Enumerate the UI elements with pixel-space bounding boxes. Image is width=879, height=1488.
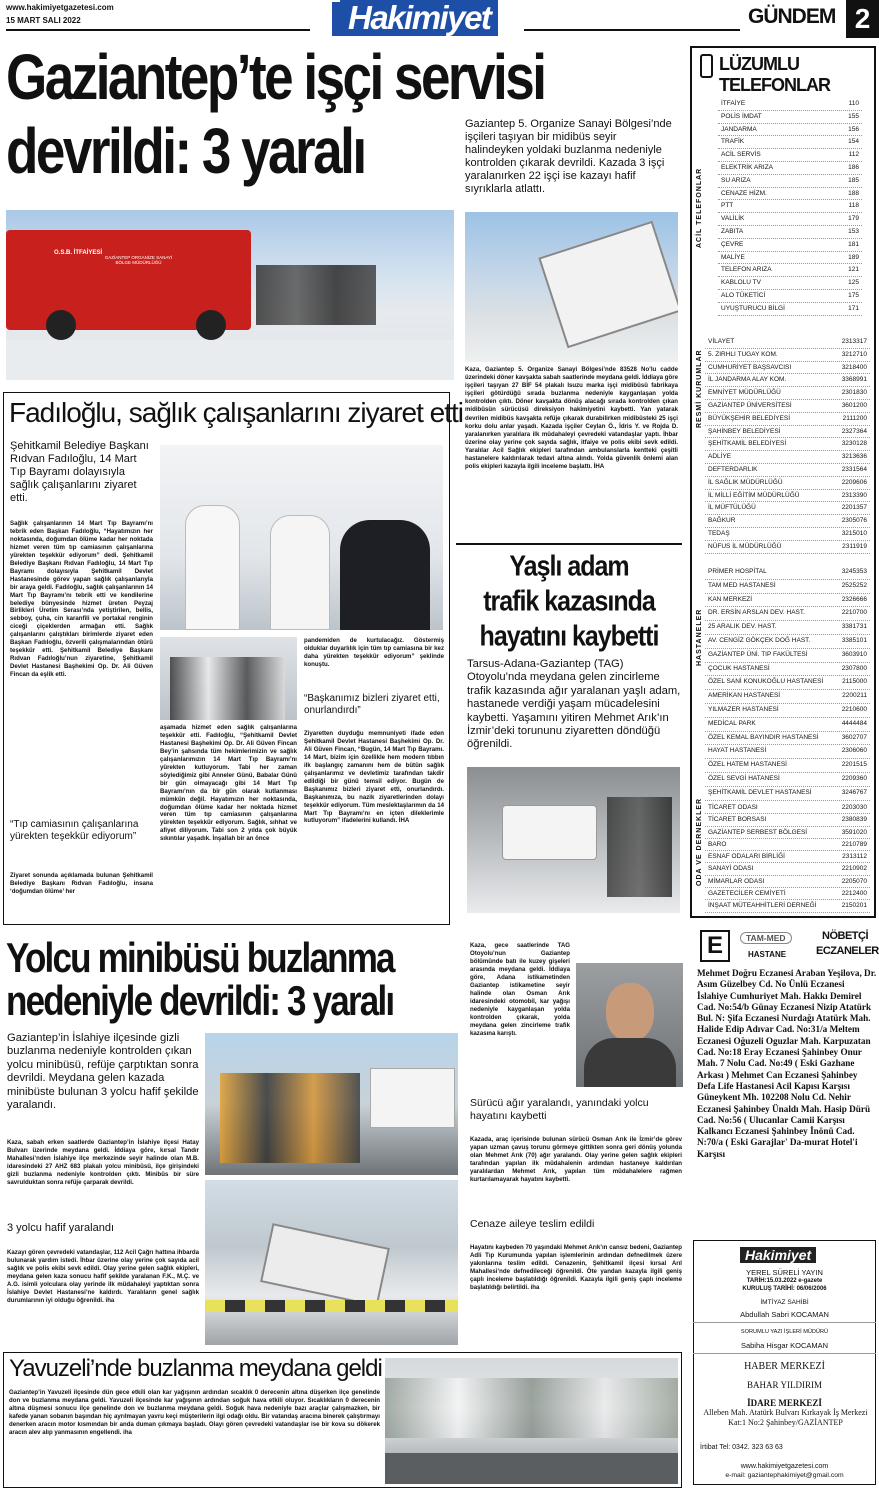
a3-portrait-photo[interactable] — [576, 963, 683, 1087]
phone-name: 25 ARALIK DEV. HAST. — [708, 623, 777, 631]
phone-name: ÖZEL SANİ KONUKOĞLU HASTANESİ — [708, 678, 824, 686]
a2-col2-text: aşamada hizmet eden sağlık çalışanlarına teşekkür etti. Fadıloğlu, “Şehitkamil Devlet Hastanesi Başhekimi Op. Dr. Ali Güven Fincan Bey’in şahsında tüm hekimlerimizin ve sağlık çalışanlarımızın 14 Mart Tıp Bayramı’nı yürekten kutluyorum. Tabi her zaman söylediğimiz gibi Anneler Günü, Babalar Günü bir gün olmayacağı gibi 14 Mart Tıp Bayramı’nın da bir gün olarak kutlanması mümkün değil. Hayatımızın her noktasında, doğumdan ölüme kadar her noktada hizmet veren tüm tıp camiasının çalışanlarına yürekten teşekkür ediyorum. Sağlık, sıhhat ve afiyet diliyorum. Tabi son 2 yılda çok büyük sıkıntılar yaşadık. İnşallah bir an önce — [160, 724, 297, 843]
oda-phone-row — [705, 863, 870, 875]
acil-phone-row — [718, 200, 862, 213]
phone-name: KABLOLU TV — [721, 279, 761, 287]
phone-number[interactable]: 2210789 — [841, 840, 867, 848]
phone-number[interactable]: 2209606 — [841, 478, 867, 486]
acil-phone-row — [718, 124, 862, 137]
phone-number[interactable]: 2306060 — [841, 747, 867, 755]
owner-label: İMTİYAZ SAHİBİ — [760, 1299, 809, 1306]
phone-name: POLİS İMDAT — [721, 112, 762, 120]
phone-number[interactable]: 2326666 — [841, 595, 867, 603]
resmi-phone-row — [705, 374, 870, 387]
a2-title: Fadıloğlu, sağlık çalışanlarını ziyaret etti — [9, 397, 464, 428]
phone-name: İNŞAAT MÜTEAHHİTLERİ DERNEĞİ — [708, 902, 817, 910]
masthead — [0, 0, 879, 40]
a3-title-line1: Yaşlı adam — [509, 550, 629, 583]
pharmacy-title2: ECZANELER — [816, 945, 879, 957]
phone-number[interactable]: 118 — [848, 202, 859, 210]
phone-number[interactable]: 2115000 — [842, 678, 867, 686]
phone-name: CENAZE HİZM. — [721, 189, 767, 197]
doctor-figure — [185, 505, 240, 630]
phone-number[interactable]: 3591020 — [841, 828, 867, 836]
pharmacy-header — [696, 928, 879, 966]
acil-phone-row — [718, 277, 862, 290]
office-phone[interactable]: İrtibat Tel: 0342. 323 63 63 — [700, 1444, 783, 1451]
a1-lead: Gaziantep 5. Organize Sanayi Bölgesi’nde işçileri taşıyan bir midibüs seyir halindeyken yoldaki buzlanma nedeniyle kontrolden çıkarak devrildi. Kazada 3 işçi yaralanırken 22 işçi ise kazayı hafif sıyrıklarla atlattı. — [465, 118, 672, 195]
imprint-type: YEREL SÜRELİ YAYIN — [746, 1268, 823, 1277]
a3-title-line2: trafik kazasında — [483, 585, 655, 618]
phone-name: İL MÜFTÜLÜĞÜ — [708, 504, 756, 512]
hast-phone-row — [705, 773, 870, 787]
phone-number[interactable]: 3230128 — [841, 440, 867, 448]
phone-name: ACİL SERVİS — [721, 151, 761, 159]
resmi-phone-row — [705, 413, 870, 426]
phone-number[interactable]: 188 — [848, 189, 859, 197]
a4-lead: Gaziantep’in İslahiye ilçesinde gizli buzlanma nedeniyle kontrolden çıkan yolcu minibüsü, refüje çarptıktan sonra devrildi. Meydana gelen kazada minibüste bulunan 3 yolcu hafif şekilde yaralandı. — [7, 1032, 199, 1112]
a4-sub: 3 yolcu hafif yaralandı — [7, 1222, 115, 1234]
crowd-image — [256, 265, 376, 325]
phone-name: ADLİYE — [708, 453, 732, 461]
acil-phone-row — [718, 111, 862, 124]
a4-title-line2: nedeniyle devrildi: 3 yaralı — [6, 977, 394, 1025]
acil-phone-row — [718, 226, 862, 239]
resmi-phone-row — [705, 451, 870, 464]
phone-name: ŞEHİTKAMİL DEVLET HASTANESİ — [708, 788, 812, 796]
phone-number[interactable]: 2311919 — [842, 542, 867, 550]
a4-ambulance-photo[interactable] — [205, 1033, 458, 1175]
phone-number[interactable]: 2201357 — [841, 504, 867, 512]
imprint-logo: Hakimiyet — [740, 1247, 816, 1263]
phone-number[interactable]: 2313317 — [841, 338, 867, 345]
a2-main-photo[interactable] — [160, 445, 443, 630]
phone-name: KAN MERKEZİ — [708, 595, 753, 603]
phone-name: ALO TÜKETİCİ — [721, 291, 766, 299]
hast-phone-row — [705, 718, 870, 732]
hast-phone-row — [705, 635, 870, 649]
mayor-figure — [340, 520, 430, 630]
a5-snow-photo[interactable] — [385, 1358, 678, 1484]
acil-phone-row — [718, 290, 862, 303]
official-figure — [270, 515, 330, 630]
phone-name: ÖZEL KEMAL BAYINDIR HASTANESİ — [708, 733, 819, 741]
a3-body2: Kazada, araç içerisinde bulunan sürücü Osman Arık ile İzmir’de görev yapan uzman çavuş torunu görmeye gittikten sonra geri dönüş yolunda olan Mehmet Arık (70) ağır yaralandı. Olay yerine gelen sağlık ekipleri tarafından yapılan ilk müdahalenin ardından hastaneye kaldırılan yaralılardan Mehmet Arık, yapılan tüm müdahalelere rağmen kurtarılamayarak hayatını kaybetti. — [470, 1136, 682, 1183]
hast-phone-row — [705, 787, 870, 801]
a1-main-photo[interactable] — [6, 210, 454, 380]
overturned-minibus-image — [260, 1223, 390, 1307]
a3-body3: Hayatını kaybeden 70 yaşındaki Mehmet Arık’ın cansız bedeni, Gaziantep Adli Tıp Kurumunda yapılan işlemlerinin ardından defnedilmek üzere yakınlarına teslim edildi. Cenazenin, Şehitkamil ilçesi kırsal Arıl Mahallesi’nde defnedileceği öğrenildi. Öte yandan kazayla ilgili geniş çaplı inceleme başlatıldığı öğrenildi. Kazayla ilgili geniş çaplı inceleme başlatıldığı belirtildi. iha — [470, 1244, 682, 1291]
a2-col1-text: Sağlık çalışanlarının 14 Mart Tıp Bayramı’nı tebrik eden Başkan Fadıloğlu, “Hayatımızın her noktasında, doğumdan ölüme kadar her noktada hizmet veren tüm tıp camiasının çalışanlarına yürekten teşekkür ediyorum” dedi. Şehitkamil Belediye Başkanı Rıdvan Fadıloğlu, 14 Mart Tıp Bayramı dolayısıyla Şehitkamil Devlet Hastanesinde görev yapan sağlık çalışanlarıyla bir araya geldi. Fadıloğlu, sağlık çalışanlarının 14 Mart Tıp Bayramı’nı tebrik etti ve kendilerine belediye bünyesinde hizmet üreten Peyzaj Birlikleri Üretim Serası’nda yetiştirilen, bellis, sebboy, çuha, cin karanfili ve portakal renginin ciceği çiçeklerden armağan etti. Sağlık çalışanlarını çalıştıkları birimlerde ziyaret eden Başkan Fadıloğlu, özverili çalışmalarından ötürü teşekkür etti. Şehitkamil Belediye Başkanı Rıdvan Fadıloğlu’nun ziyaretine, Şehitkamil Devlet Hastanesi Başhekimi Op. Dr. Ali Güven Fincan da eşlik etti. — [10, 520, 153, 679]
phone-name: HAYAT HASTANESİ — [708, 747, 767, 755]
phone-number[interactable]: 156 — [848, 125, 859, 133]
phone-number[interactable]: 121 — [848, 266, 859, 274]
people-image — [607, 797, 672, 897]
resmi-list — [705, 336, 870, 554]
phone-number[interactable]: 112 — [848, 151, 859, 159]
a1-headline — [6, 42, 676, 114]
editor-name: Sabiha Hisgar KOCAMAN — [693, 1341, 876, 1354]
oda-phone-row — [705, 827, 870, 839]
phone-number[interactable]: 2111200 — [842, 414, 867, 422]
phone-number[interactable]: 2201515 — [841, 761, 867, 769]
a3-ambulance-photo[interactable] — [467, 767, 680, 913]
phone-number[interactable]: 185 — [848, 176, 859, 184]
funeral-vehicle-image — [502, 805, 597, 860]
phone-number[interactable]: 2150201 — [841, 902, 867, 910]
a2-lead: Şehitkamil Belediye Başkanı Rıdvan Fadıloğlu, 14 Mart Tıp Bayramı dolayısıyla sağlık çalışanlarını ziyaret etti. — [10, 440, 149, 504]
phone-number[interactable]: 3215010 — [841, 529, 867, 537]
acil-label: ACİL TELEFONLAR — [696, 167, 703, 248]
phone-name: DR. ERSİN ARSLAN DEV. HAST. — [708, 609, 805, 617]
a3-sub1: Sürücü ağır yaralandı, yanındaki yolcu hayatını kaybetti — [470, 1097, 649, 1122]
phone-number[interactable]: 171 — [848, 304, 859, 312]
phone-name: MEDİCAL PARK — [708, 719, 756, 727]
phone-name: TEDAŞ — [708, 529, 730, 537]
phone-number[interactable]: 3213636 — [841, 453, 867, 461]
hast-phone-row — [705, 732, 870, 746]
truck-label-2: GAZİANTEP ORGANİZE SANAYİ BÖLGE MÜDÜRLÜĞÜ — [104, 255, 173, 265]
hast-phone-row — [705, 676, 870, 690]
phone-number[interactable]: 2203030 — [841, 804, 867, 811]
hast-phone-row — [705, 704, 870, 718]
phone-number[interactable]: 2210902 — [841, 865, 867, 873]
phone-name: GAZİANTEP ÜNİVERSİTESİ — [708, 401, 792, 409]
a3-title-line3: hayatını kaybetti — [479, 620, 659, 653]
phone-name: ELEKTRİK ARIZA — [721, 163, 774, 171]
phone-name: İTFAİYE — [721, 100, 746, 107]
website-link[interactable]: www.hakimiyetgazetesi.com — [740, 1463, 829, 1470]
phone-name: TAM MED HASTANESİ — [708, 581, 776, 589]
header-rule — [6, 29, 310, 31]
a4-body1: Kaza, sabah erken saatlerde Gaziantep’in İslahiye ilçesi Hatay Bulvarı üzerinde meydana geldi. İddiaya göre, kırsal Tandır Mahallesi’nden İslahiye ilçe merkezinde seyir halinde olan M.B. idaresindeki 27 AHZ 683 plakalı yolcu minibüsü, ilçe girişindeki gizli buzlanma nedeniyle kontrolden çıktı. Minibüs bir süre savrulduktan sonra refüje çarparak devrildi. — [7, 1139, 199, 1186]
hast-phone-row — [705, 690, 870, 704]
phone-number[interactable]: 3218400 — [841, 363, 867, 371]
phone-name: VALİLİK — [721, 215, 745, 223]
phone-name: AV. CENGİZ GÖKÇEK DOĞ HAST. — [708, 636, 811, 644]
office-label: İDARE MERKEZİ — [747, 1398, 822, 1408]
resmi-phone-row — [705, 336, 870, 349]
acil-phone-row — [718, 98, 862, 111]
phone-name: ÖZEL SEVGİ HATANESİ — [708, 774, 780, 782]
phone-number[interactable]: 186 — [848, 163, 859, 171]
a5-title: Yavuzeli’nde buzlanma meydana geldi — [9, 1355, 382, 1382]
phone-number[interactable]: 2301830 — [841, 389, 867, 397]
oda-phone-row — [705, 851, 870, 863]
phone-number[interactable]: 3602707 — [841, 733, 867, 741]
phone-name: EMNİYET MÜDÜRLÜĞÜ — [708, 389, 781, 397]
phone-number[interactable]: 3603910 — [841, 650, 867, 658]
phone-number[interactable]: 2209360 — [841, 774, 867, 782]
acil-phone-row — [718, 252, 862, 265]
a1-title-line1: Gaziantep’te işçi servisi — [6, 42, 545, 114]
phone-name: VİLAYET — [708, 338, 735, 345]
phone-number[interactable]: 154 — [848, 138, 859, 146]
pharmacy-list: Mehmet Doğru Eczanesi Araban Yeşilova, Dr. Asım Güzelbey Cd. No Ünlü Eczanesi İslahiye Cumhuriyet Mah. Hakkı Demirel Cad. No:54/b Günay Eczanesi Nizip Atatürk Bul. N: Şifa Eczanesi Nurdağı Atatürk Mah. Halide Edip Adıvar Cad. No:31/a Meltem Eczanesi Oğuzeli Oguzlar Mah. Karpuzatan Cad. No:18 Eray Eczanesi Şahinbey Onur Mah. 7 Nolu Cad. No:49 ( Eski Gazhane Arkası ) Mehmet Can Eczanesi Şahinbey Defa Life Hastanesi Acil Kapısı Karşısı Güneykent Mh. 102208 Nolu Cd. Nehir Eczanesi Şahinbey Ünaldı Mah. Hasip Dürü Cad. No:56 ( Ulucanlar Camii Karşısı Kalkancı Eczanesi Şahinbey İnönü Cad. N:70/a ( Eski Garajlar' Da-murat Hotel'i Karşısı — [697, 968, 877, 1159]
hast-phone-row — [705, 594, 870, 608]
a2-quote1: “Tıp camiasının çalışanlarına yürekten teşekkür ediyorum” — [10, 819, 139, 842]
email-link[interactable]: e-mail: gaziantephakimiyet@gmail.com — [725, 1472, 844, 1479]
a5-body: Gaziantep’in Yavuzeli ilçesinde dün gece etkili olan kar yağışının ardından sıcaklık 0 derecenin altına düşerken ilçe genelinde don ve buzlanma meydana geldi. Yavuzeli ilçesinde kar yağışının ardından soğuk hava etkili oluyor. Sıcaklıkların 0 derecenin altına düşmesi sonucu ilçe genelinde don ve buzlanma meydana geldi. Soğuk hava nedeniyle bazı araçlar çalışmazken, bir kafede yanan sobanın başından hiç ayrılmayan yavru keçi müşterilerin ilgi odağı oldu. Bir vatandaş aracına binerek çalıştırmayı denerken aracın motor kısmından bir anda duman çıkmaya başladı. Olayı gören çevredeki vatandaşlar ise bir kova su dökerek aracın alev alıp yanmasının engellendi. iha — [9, 1389, 380, 1437]
resmi-phone-row — [705, 477, 870, 490]
resmi-label: RESMİ KURUMLAR — [696, 349, 703, 428]
a2-small-photo[interactable] — [160, 637, 297, 720]
a4-title-line1: Yolcu minibüsü buzlanma — [6, 934, 394, 982]
phone-number[interactable]: 3381731 — [841, 623, 867, 631]
oda-phone-row — [705, 802, 870, 814]
oda-phone-row — [705, 839, 870, 851]
phone-name: NÜFUS İL MÜDÜRLÜĞÜ — [708, 542, 782, 550]
header-rule-right — [524, 29, 740, 31]
news-label: HABER MERKEZİ — [744, 1361, 825, 1372]
a3-lead: Tarsus-Adana-Gaziantep (TAG) Otoyolu’nda meydana gelen zincirleme trafik kazasında ağır yaralanan yaşlı adam, hastanede verdiği yaşam mücadelesini kaybetti. Yaşamını yitiren Mehmet Arık’ın İzmir’deki torununu ziyaretten döndüğü öğrenildi. — [467, 658, 681, 751]
paramedics-image — [220, 1073, 360, 1163]
phone-number[interactable]: 2327364 — [841, 427, 867, 435]
phone-name: JANDARMA — [721, 125, 757, 133]
phone-number[interactable]: 2210600 — [841, 705, 867, 713]
phone-name: ŞEHİTKAMİL BELEDİYESİ — [708, 440, 787, 448]
resmi-phone-row — [705, 515, 870, 528]
resmi-phone-row — [705, 541, 870, 554]
curb-image — [205, 1300, 458, 1312]
resmi-phone-row — [705, 387, 870, 400]
snowy-trees-image — [385, 1378, 678, 1438]
hast-phone-row — [705, 649, 870, 663]
phone-number[interactable]: 3212710 — [841, 350, 867, 358]
oda-phone-row — [705, 876, 870, 888]
page-number: 2 — [846, 0, 879, 38]
pharmacy-e-icon: E — [700, 930, 730, 962]
hast-phone-row — [705, 580, 870, 594]
phone-name: İL MİLLİ EĞİTİM MÜDÜRLÜĞÜ — [708, 491, 800, 499]
phone-name: ZABITA — [721, 227, 744, 235]
phone-name: AMERİKAN HASTANESİ — [708, 692, 781, 700]
a4-minibus-photo[interactable] — [205, 1180, 458, 1345]
acil-phone-row — [718, 303, 862, 316]
ambulance-image — [370, 1068, 455, 1128]
phone-name: GAZETECİLER CEMİYETİ — [708, 890, 786, 898]
phone-name: SU ARIZA — [721, 176, 751, 184]
section-name: GÜNDEM — [748, 5, 836, 28]
phone-name: 5. ZIRHLI TUGAY KOM. — [708, 350, 778, 358]
a3-body1: Kaza, gece saatlerinde TAG Otoyolu’nun Gaziantep bölümünde batı ile kuzey gişeleri arasında meydana geldi. İddiaya göre, Adana istikametinden Gaziantep istikametine seyir halinde olan Osman Arık idaresindeki otomobil, kar yağışı nedeniyle kayganlaşan yolda kontrolden çıkarak, yolda meydana gelen zincirleme trafik kazasına karıştı. — [470, 942, 570, 1037]
acil-phone-row — [718, 213, 862, 226]
jacket-image — [584, 1038, 676, 1087]
hast-phone-row — [705, 663, 870, 677]
resmi-phone-row — [705, 400, 870, 413]
acil-phone-row — [718, 188, 862, 201]
acil-phone-row — [718, 239, 862, 252]
phone-name: TİCARET BORSASI — [708, 816, 767, 824]
resmi-phone-row — [705, 349, 870, 362]
phone-number[interactable]: 2525252 — [841, 581, 867, 589]
phone-name: ÖZEL HATEM HASTANESİ — [708, 761, 787, 769]
hast-phone-row — [705, 566, 870, 580]
pharmacy-brand: TAM-MED — [740, 932, 792, 944]
oda-phone-row — [705, 888, 870, 900]
phone-number[interactable]: 3246767 — [841, 788, 867, 796]
resmi-phone-row — [705, 490, 870, 503]
a4-body2: Kazayı gören çevredeki vatandaşlar, 112 Acil Çağrı hattına ihbarda bulunarak yardım istedi. İhbar üzerine olay yerine çok sayıda acil sağlık ve polis ekibi sevk edildi. Olay yerine gelen sağlık ekipleri, meydana gelen kaza sonucu hafif şekilde yaralanan F.K., M.Ç. ve A.G. isimli yolculara olay yerinde ilk müdahaleyi yaptıktan sonra İslahiye Devlet Hastanesi’ne kaldırdı. Yaralıların genel sağlık durumlarının iyi olduğu öğrenildi. iha — [7, 1249, 199, 1304]
phone-icon — [700, 54, 713, 78]
imprint-date1: TARİH:15.03.2022 e-gazete — [746, 1278, 823, 1284]
issue-date: 15 MART SALI 2022 — [6, 16, 81, 25]
phone-number[interactable]: 153 — [848, 227, 859, 235]
acil-list — [718, 98, 862, 316]
phone-number[interactable]: 2210700 — [841, 609, 867, 617]
phone-name: MİMARLAR ODASI — [708, 877, 765, 885]
pharmacy-brand-sub: HASTANE — [748, 950, 787, 959]
phone-number[interactable]: 3368991 — [841, 376, 867, 384]
overturned-bus-image — [538, 221, 678, 348]
website-url[interactable]: www.hakimiyetgazetesi.com — [6, 3, 114, 12]
a1-bus-photo[interactable] — [465, 212, 678, 362]
acil-phone-row — [718, 175, 862, 188]
phone-number[interactable]: 2313112 — [842, 853, 867, 861]
editor-label: SORUMLU YAZI İŞLERİ MÜDÜRÜ — [740, 1329, 829, 1335]
phone-name: MALİYE — [721, 253, 745, 261]
resmi-phone-row — [705, 528, 870, 541]
phone-name: GAZİANTEP ÜNİ. TIP FAKÜLTESİ — [708, 650, 808, 658]
phone-name: PTT — [721, 202, 734, 210]
resmi-phone-row — [705, 464, 870, 477]
phone-number[interactable]: 2331564 — [841, 465, 867, 473]
a3-top-rule — [456, 543, 682, 545]
face-image — [606, 983, 654, 1041]
office-address: Alleben Mah. Atatürk Bulvarı Kırkayak İş Merkezi Kat:1 No:2 Şahinbey/GAZİANTEP — [703, 1408, 868, 1427]
resmi-phone-row — [705, 438, 870, 451]
phone-number[interactable]: 181 — [848, 240, 859, 248]
owner-name: Abdullah Sabri KOCAMAN — [693, 1310, 876, 1323]
phone-name: GAZİANTEP SERBEST BÖLGESİ — [708, 828, 808, 836]
phone-name: PRİMER HOSPİTAL — [708, 568, 767, 575]
a2-quote2: “Başkanımız bizleri ziyaret etti, onurlandırdı” — [304, 693, 440, 716]
phone-name: UYUŞTURUCU BİLGİ — [721, 304, 785, 312]
people-image — [170, 657, 285, 720]
hast-phone-row — [705, 745, 870, 759]
phone-name: DEFTERDARLIK — [708, 465, 758, 473]
newspaper-logo[interactable]: Hakimiyet — [340, 0, 498, 36]
acil-phone-row — [718, 136, 862, 149]
phone-name: CUMHURİYET BAŞSAVCISI — [708, 363, 792, 371]
truck-wheel-1 — [46, 310, 76, 340]
phone-name: TELEFON ARIZA — [721, 266, 772, 274]
acil-phone-row — [718, 149, 862, 162]
phone-number[interactable]: 179 — [848, 215, 859, 223]
acil-phone-row — [718, 264, 862, 277]
phone-name: TRAFİK — [721, 138, 745, 146]
acil-phone-row — [718, 162, 862, 175]
phone-number[interactable]: 110 — [848, 100, 859, 107]
truck-wheel-2 — [196, 310, 226, 340]
oda-phone-row — [705, 900, 870, 912]
a2-col3a-text: pandemiden de kurtulacağız. Göstermiş olduklar duyarlılık için tüm tıp camiasına bir kez daha yürekten teşekkür ediyorum” şeklinde konuştu. — [304, 637, 444, 668]
phone-number[interactable]: 155 — [848, 112, 859, 120]
phone-name: BAĞKUR — [708, 517, 736, 525]
resmi-phone-row — [705, 426, 870, 439]
truck-label-1: O.S.B. İTFAİYESİ — [54, 250, 103, 256]
phone-name: TİCARET ODASI — [708, 804, 758, 811]
phone-number[interactable]: 2205070 — [841, 877, 867, 885]
phone-name: BARO — [708, 840, 727, 848]
phone-number[interactable]: 175 — [848, 291, 859, 299]
phone-number[interactable]: 2200211 — [842, 692, 867, 700]
hast-list — [705, 566, 870, 801]
phone-number[interactable]: 2313390 — [841, 491, 867, 499]
pharmacy-title1: NÖBETÇİ — [822, 930, 868, 942]
hast-label: HASTANELER — [696, 608, 703, 666]
road-image — [385, 1453, 678, 1484]
phone-name: ÇOCUK HASTANESİ — [708, 664, 770, 672]
phone-name: ESNAF ODALARI BİRLİĞİ — [708, 853, 785, 861]
phone-number[interactable]: 2380839 — [841, 816, 867, 824]
phone-name: SANAYİ ODASI — [708, 865, 754, 873]
imprint-date2: KURULUŞ TARİHİ: 06/06/2006 — [742, 1286, 827, 1292]
phone-number[interactable]: 125 — [848, 279, 859, 287]
phone-number[interactable]: 3601200 — [841, 401, 867, 409]
news-name: BAHAR YILDIRIM — [747, 1380, 822, 1390]
snow-ground — [6, 340, 454, 380]
hast-phone-row — [705, 621, 870, 635]
phone-name: ÇEVRE — [721, 240, 744, 248]
oda-list — [705, 802, 870, 913]
phones-title: LÜZUMLU TELEFONLAR — [719, 54, 830, 95]
phone-number[interactable]: 2307800 — [841, 664, 867, 672]
a1-body: Kaza, Gaziantep 5. Organize Sanayi Bölgesi’nde 83528 No’lu cadde üzerindeki döner kavşakta sabah saatlerinde meydana geldi. İddiaya göre işçileri taşıyan 27 BİF 54 plakalı Isuzu marka işçi midibüsü fabrikaya işçileri götürdüğü sırada buzlanma nedeniyle kayganlaşan yolda kontrolden çıktı. Döner kavşakta dönüş alacağı sırada kontrolden çıkan midibüsün sürücüsü direksiyon hakimiyetini kaybetti. Yan yatarak devrilen midibüs kavşakta refüje çıkarak durabilirken midibüsteki 25 işçi korku dolu anlar yaşadı. Kazada işçiler Ceylan Ö., İdris Y. ve Rojda D. yaralanırken yaralılara ilk müdahaleyi çevredeki vatandaşlar yaptı. İhbar üzerine olay yerine çok sayıda sağlık, itfaiye ve polis ekibi sevk edildi. Yaralılar Acil Sağlık ekipleri tarafından ambulanslarla kentteki çeşitli hastanelere kaldırılarak tedavi altına alındı. Yolda güvenlik önlemi alan polis ekipleri kazayla ilgili inceleme başlattı. İHA — [465, 366, 678, 471]
phone-name: İL SAĞLIK MÜDÜRLÜĞÜ — [708, 478, 783, 486]
oda-phone-row — [705, 814, 870, 826]
phone-name: ŞAHİNBEY BELEDİYESİ — [708, 427, 781, 435]
a3-sub2: Cenaze aileye teslim edildi — [470, 1218, 595, 1230]
phone-number[interactable]: 4444484 — [841, 719, 867, 727]
phone-number[interactable]: 2305076 — [841, 517, 867, 525]
a1-title-line2: devrildi: 3 yaralı — [6, 116, 365, 188]
phone-number[interactable]: 2212400 — [841, 890, 867, 898]
phone-number[interactable]: 3245353 — [841, 568, 867, 575]
phone-number[interactable]: 189 — [848, 253, 859, 261]
a2-col3b-text: Ziyaretten duyduğu memnuniyeti ifade eden Şehitkamil Devlet Hastanesi Başhekimi Op. Dr. Ali Güven Fincan, “Bugün, 14 Mart Tıp Bayramı. 14 Mart, bizim için özellikle hem modern tıbbın ilk başlangıç zamanını hem de bütün sağlık çalışanlarımız ve devletimiz tarafından takdir edildiği bir günü temsil ediyor. Bugün de Başkanımız bizleri ziyaret etti, onurlandırdı. Başkanımıza, bu nazik ziyaretlerinden dolayı teşekkür ediyorum. Tüm meslektaşlarımın da 14 Mart Tıp Bayramı’nı en içten dileklerimle kutluyorum” ifadelerini kullandı. İHA — [304, 730, 444, 825]
resmi-phone-row — [705, 362, 870, 375]
phone-name: YILMAZER HASTANESİ — [708, 705, 779, 713]
hast-phone-row — [705, 759, 870, 773]
phone-name: BÜYÜKŞEHİR BELEDİYESİ — [708, 414, 790, 422]
phone-number[interactable]: 3385101 — [841, 636, 867, 644]
oda-label: ODA VE DERNEKLER — [696, 797, 703, 886]
a2-col1b-text: Ziyaret sonunda açıklamada bulunan Şehitkamil Belediye Başkanı Rıdvan Fadıloğlu, insana ‘doğumdan ölüme’ her — [10, 872, 153, 895]
hast-phone-row — [705, 607, 870, 621]
phone-name: İL JANDARMA ALAY KOM. — [708, 376, 787, 384]
resmi-phone-row — [705, 502, 870, 515]
